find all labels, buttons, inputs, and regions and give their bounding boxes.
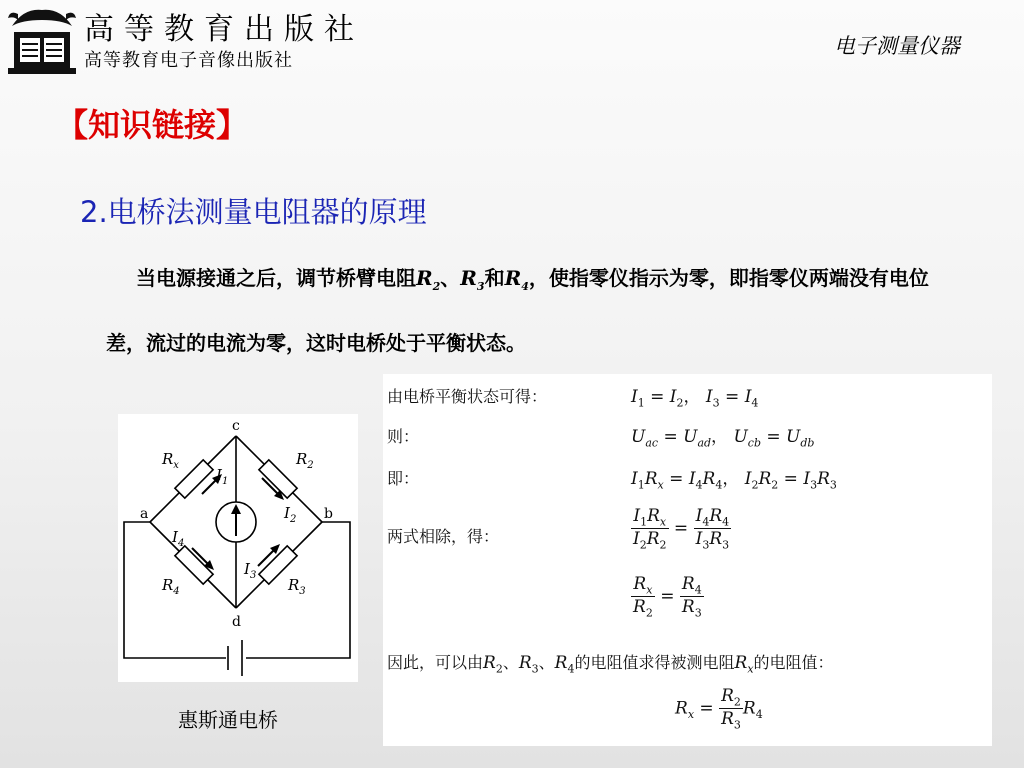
course-title: 电子测量仪器 xyxy=(834,34,960,58)
voltage-equation: $U_{ac} = U_{ad}$， $U_{cb} = U_{db}$ xyxy=(631,427,815,450)
paragraph-part1: 当电源接通之后，调节桥臂电阻 xyxy=(136,266,416,290)
balance-label: 由电桥平衡状态可得： xyxy=(387,387,548,406)
wheatstone-bridge-diagram xyxy=(118,414,358,682)
simplified-ratio-equation: $\frac{R_x}{R_2}$ = $\frac{R_4}{R_3}$ xyxy=(633,574,702,620)
i1-label: $I_1$ xyxy=(216,466,229,487)
publisher-subtitle: 高等教育电子音像出版社 xyxy=(84,50,293,71)
rx-label: $R_x$ xyxy=(162,450,179,471)
current-equation: $I_1 = I_2$， $I_3 = I_4$ xyxy=(631,387,759,410)
r3-label: $R_3$ xyxy=(288,576,306,597)
paragraph-part2: ，使指零仪指示为零，即指零仪两端没有电位差，流过的电流为零，这时电桥处于平衡状态。 xyxy=(106,266,929,355)
publisher-emblem-icon xyxy=(4,4,80,76)
knowledge-link-heading: 【知识链接】 xyxy=(56,106,249,144)
result-equation: $R_x$ = $\frac{R_2}{R_3}$ $R_4$ xyxy=(675,686,763,732)
circuit-caption: 惠斯通电桥 xyxy=(178,708,278,732)
bridge-circuit xyxy=(118,414,358,682)
section-heading: 2.电桥法测量电阻器的原理 xyxy=(80,195,427,229)
resistor-rx xyxy=(175,460,213,498)
r4-symbol: R xyxy=(504,266,522,290)
r2-symbol: R xyxy=(416,266,433,290)
derivation-panel xyxy=(383,374,992,746)
divide-label: 两式相除，得： xyxy=(387,527,500,546)
node-d-label: d xyxy=(232,614,241,630)
r4-label: $R_4$ xyxy=(162,576,180,597)
therefore-label: 因此，可以由$R_2$、$R_3$、$R_4$的电阻值求得被测电阻$R_x$的电阻值： xyxy=(387,653,834,676)
i3-label: $I_3$ xyxy=(244,560,257,581)
ie-label: 即： xyxy=(387,469,420,488)
then-label: 则： xyxy=(387,427,420,446)
node-a-label: a xyxy=(140,506,149,522)
ratio-equation: $\frac{I_1R_x}{I_2R_2}$ = $\frac{I_4R_4}{I_3R_3}$ xyxy=(633,506,730,552)
product-equation: $I_1R_x = I_4R_4$， $I_2R_2 = I_3R_3$ xyxy=(631,469,837,492)
r3-symbol: R xyxy=(460,266,477,290)
i2-label: $I_2$ xyxy=(284,504,297,525)
publisher-name: 高等教育出版社 xyxy=(84,12,364,47)
node-b-label: b xyxy=(324,506,333,522)
i4-label: $I_4$ xyxy=(172,528,185,549)
node-c-label: c xyxy=(232,418,240,434)
r2-label: $R_2$ xyxy=(296,450,314,471)
principle-paragraph: 当电源接通之后，调节桥臂电阻$R_2$、$R_3$和$R_4$，使指零仪指示为零，即指零仪两端没有电位差，流过的电流为零，这时电桥处于平衡状态。 xyxy=(106,266,929,355)
